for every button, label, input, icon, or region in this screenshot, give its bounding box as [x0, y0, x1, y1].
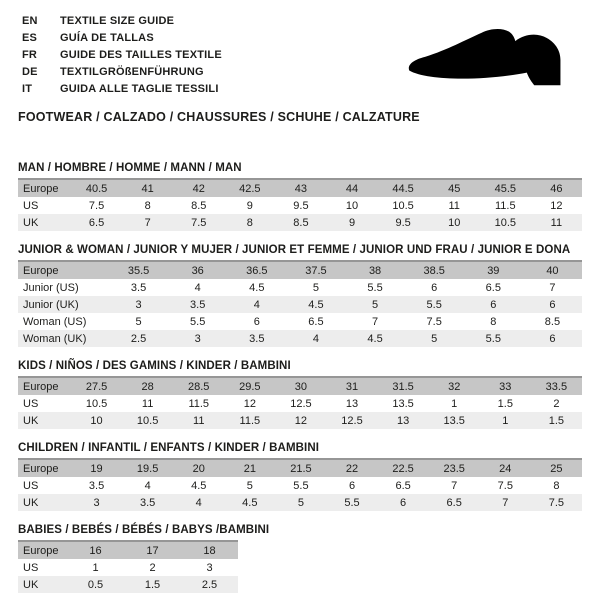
size-cell: 8 [553, 479, 560, 492]
table-row [18, 262, 582, 279]
language-title: TEXTILE SIZE GUIDE [60, 14, 175, 27]
size-cell: 22 [345, 462, 359, 475]
size-cell: 12 [294, 414, 308, 427]
size-cell: 28 [141, 380, 154, 393]
size-cell: 7 [549, 281, 556, 294]
size-cell: 16 [89, 544, 102, 557]
size-cell: 19.5 [136, 462, 159, 475]
size-cell: 7 [451, 479, 458, 492]
row-label: US [23, 561, 39, 574]
size-cell: 10.5 [136, 414, 159, 427]
table-row [18, 542, 238, 559]
size-cell: 2.5 [201, 578, 218, 591]
size-cell: 11 [448, 199, 460, 212]
size-cell: 35.5 [127, 264, 150, 277]
size-cell: 9 [348, 216, 356, 229]
size-cell: 3.5 [88, 479, 105, 492]
language-row [22, 12, 222, 29]
row-label: Europe [23, 182, 59, 195]
size-cell: 19 [90, 462, 103, 475]
table-title: MAN / HOMBRE / HOMME / MANN / MAN [18, 162, 242, 174]
size-table [18, 178, 582, 231]
size-cell: 7.5 [88, 199, 105, 212]
size-cell: 5.5 [293, 479, 309, 492]
size-cell: 7.5 [426, 315, 442, 328]
size-cell: 31 [345, 380, 359, 393]
size-table [18, 260, 582, 347]
size-cell: 11 [550, 216, 563, 229]
size-cell: 3.5 [190, 298, 206, 311]
size-cell: 6 [549, 298, 556, 311]
language-row [22, 46, 222, 63]
size-cell: 13.5 [443, 414, 465, 427]
language-list [22, 12, 222, 97]
size-tables [18, 162, 582, 593]
size-cell: 11.5 [495, 199, 516, 212]
size-cell: 5.5 [485, 332, 501, 345]
size-cell: 5 [246, 479, 253, 492]
size-cell: 10.5 [392, 199, 414, 212]
row-label: UK [23, 414, 39, 427]
size-cell: 6 [400, 496, 407, 509]
size-cell: 40.5 [85, 182, 108, 195]
language-title: GUIDA ALLE TAGLIE TESSILI [60, 82, 219, 95]
size-cell: 18 [203, 544, 216, 557]
size-cell: 6.5 [395, 479, 411, 492]
size-cell: 43 [294, 182, 308, 195]
size-cell: 10 [90, 414, 103, 427]
size-cell: 39 [487, 264, 500, 277]
size-cell: 10.5 [494, 216, 516, 229]
size-cell: 4.5 [242, 496, 258, 509]
size-cell: 36.5 [246, 264, 268, 277]
size-table [18, 458, 582, 511]
language-title: GUIDE DES TAILLES TEXTILE [60, 48, 222, 61]
size-cell: 6.5 [485, 281, 501, 294]
size-cell: 5 [372, 298, 379, 311]
table-row [18, 214, 582, 231]
size-cell: 24 [499, 462, 512, 475]
size-cell: 6 [549, 332, 556, 345]
size-cell: 27.5 [85, 380, 108, 393]
size-cell: 45 [448, 182, 461, 195]
size-cell: 2 [149, 561, 156, 574]
size-cell: 13 [345, 397, 359, 410]
size-cell: 11.5 [239, 414, 261, 427]
row-label: Woman (US) [23, 315, 87, 328]
size-cell: 9.5 [293, 199, 309, 212]
size-cell: 7.5 [497, 479, 513, 492]
size-cell: 37.5 [305, 264, 327, 277]
size-cell: 3 [194, 332, 201, 345]
size-table [18, 540, 238, 593]
table-section [18, 442, 582, 511]
size-cell: 6 [253, 315, 260, 328]
table-row [18, 559, 238, 576]
size-cell: 2 [553, 397, 560, 410]
language-title: TEXTILGRÖßENFÜHRUNG [60, 65, 204, 78]
size-cell: 7 [372, 315, 379, 328]
row-label: US [23, 397, 39, 410]
size-cell: 20 [192, 462, 205, 475]
size-cell: 38 [368, 264, 382, 277]
size-cell: 3.5 [130, 281, 147, 294]
table-row [18, 395, 582, 412]
row-label: UK [23, 216, 39, 229]
row-label: Junior (UK) [23, 298, 79, 311]
language-code: DE [22, 65, 38, 78]
table-section [18, 524, 582, 593]
size-cell: 29.5 [239, 380, 261, 393]
language-row [22, 80, 222, 97]
table-row [18, 412, 582, 429]
size-cell: 5 [297, 496, 304, 509]
size-cell: 5.5 [344, 496, 360, 509]
size-cell: 4 [195, 496, 202, 509]
size-cell: 4 [194, 281, 201, 294]
size-cell: 44 [345, 182, 359, 195]
table-section [18, 244, 582, 347]
size-cell: 22.5 [392, 462, 414, 475]
size-cell: 12.5 [341, 414, 363, 427]
table-row [18, 330, 582, 347]
size-cell: 8 [246, 216, 253, 229]
table-row [18, 313, 582, 330]
category-title: FOOTWEAR / CALZADO / CHAUSSURES / SCHUHE / CALZATURE [18, 110, 420, 124]
size-cell: 4.5 [249, 281, 265, 294]
size-cell: 11.5 [188, 397, 210, 410]
size-cell: 23.5 [443, 462, 465, 475]
size-cell: 8 [490, 315, 497, 328]
language-title: GUÍA DE TALLAS [60, 31, 154, 44]
size-cell: 13 [396, 414, 410, 427]
size-cell: 3 [206, 561, 213, 574]
size-cell: 42.5 [239, 182, 261, 195]
size-cell: 6 [490, 298, 497, 311]
size-cell: 33 [499, 380, 512, 393]
size-cell: 12 [550, 199, 563, 212]
size-cell: 28.5 [188, 380, 210, 393]
row-label: US [23, 199, 39, 212]
size-cell: 3.5 [249, 332, 265, 345]
size-cell: 10 [345, 199, 359, 212]
size-cell: 21 [243, 462, 256, 475]
table-title: KIDS / NIÑOS / DES GAMINS / KINDER / BAMBINI [18, 360, 291, 372]
size-cell: 1 [451, 397, 458, 410]
size-cell: 3.5 [139, 496, 156, 509]
table-title: CHILDREN / INFANTIL / ENFANTS / KINDER / BAMBINI [18, 442, 320, 454]
row-label: Europe [23, 544, 59, 557]
table-row [18, 378, 582, 395]
size-cell: 6.5 [308, 315, 324, 328]
size-table [18, 376, 582, 429]
table-row [18, 197, 582, 214]
row-label: UK [23, 578, 39, 591]
size-cell: 5.5 [190, 315, 206, 328]
language-row [22, 63, 222, 80]
size-cell: 42 [192, 182, 205, 195]
size-cell: 44.5 [392, 182, 414, 195]
size-cell: 6.5 [88, 216, 105, 229]
row-label: Europe [23, 264, 59, 277]
language-row [22, 29, 222, 46]
row-label: Junior (US) [23, 281, 79, 294]
size-cell: 5 [135, 315, 142, 328]
size-cell: 25 [550, 462, 563, 475]
size-cell: 5.5 [426, 298, 442, 311]
size-cell: 5 [312, 281, 319, 294]
table-row [18, 279, 582, 296]
table-row [18, 296, 582, 313]
size-cell: 4 [253, 298, 260, 311]
table-row [18, 494, 582, 511]
language-code: ES [22, 31, 38, 44]
row-label: Europe [23, 380, 59, 393]
size-cell: 6 [348, 479, 356, 492]
size-cell: 11 [141, 397, 154, 410]
size-cell: 5 [431, 332, 438, 345]
size-cell: 4 [144, 479, 151, 492]
size-cell: 1.5 [497, 397, 513, 410]
row-label: Europe [23, 462, 59, 475]
size-cell: 3 [93, 496, 100, 509]
size-cell: 10 [448, 216, 461, 229]
size-cell: 33.5 [545, 380, 568, 393]
size-cell: 40 [546, 264, 559, 277]
table-row [18, 576, 238, 593]
size-cell: 5.5 [367, 281, 383, 294]
size-cell: 8.5 [191, 199, 207, 212]
table-section [18, 360, 582, 429]
size-cell: 7.5 [548, 496, 565, 509]
size-cell: 17 [146, 544, 159, 557]
size-cell: 1 [502, 414, 509, 427]
size-cell: 31.5 [392, 380, 414, 393]
size-cell: 30 [294, 380, 308, 393]
row-label: UK [23, 496, 39, 509]
table-row [18, 460, 582, 477]
size-cell: 12 [243, 397, 256, 410]
size-cell: 9.5 [395, 216, 411, 229]
size-cell: 8.5 [293, 216, 309, 229]
size-cell: 11 [193, 414, 205, 427]
size-cell: 45.5 [494, 182, 516, 195]
table-title: BABIES / BEBÉS / BÉBÉS / BABYS /BAMBINI [18, 524, 270, 536]
size-cell: 3 [135, 298, 142, 311]
size-cell: 4 [312, 332, 319, 345]
language-code: IT [22, 82, 33, 95]
size-cell: 13.5 [392, 397, 414, 410]
size-cell: 6.5 [446, 496, 462, 509]
row-label: Woman (UK) [23, 332, 87, 345]
language-code: FR [22, 48, 38, 61]
language-code: EN [22, 14, 38, 27]
size-cell: 1.5 [144, 578, 161, 591]
size-cell: 7 [144, 216, 151, 229]
size-cell: 41 [141, 182, 154, 195]
size-cell: 1.5 [548, 414, 565, 427]
row-label: US [23, 479, 39, 492]
size-cell: 7 [502, 496, 509, 509]
size-cell: 2.5 [130, 332, 147, 345]
size-cell: 21.5 [290, 462, 312, 475]
size-cell: 4.5 [308, 298, 324, 311]
size-cell: 38.5 [423, 264, 445, 277]
table-section [18, 162, 582, 231]
table-title: JUNIOR & WOMAN / JUNIOR Y MUJER / JUNIOR ET FEMME / JUNIOR UND FRAU / JUNIOR E DONA [18, 244, 571, 256]
size-cell: 36 [191, 264, 204, 277]
size-cell: 1 [92, 561, 99, 574]
table-row [18, 180, 582, 197]
size-cell: 12.5 [290, 397, 312, 410]
size-cell: 4.5 [367, 332, 383, 345]
size-cell: 6 [431, 281, 438, 294]
dress-shoe-icon [404, 26, 572, 94]
size-cell: 0.5 [87, 578, 104, 591]
size-cell: 9 [246, 199, 253, 212]
size-cell: 8 [144, 199, 151, 212]
size-cell: 10.5 [85, 397, 108, 410]
table-row [18, 477, 582, 494]
size-cell: 32 [448, 380, 461, 393]
size-cell: 8.5 [544, 315, 561, 328]
size-cell: 46 [550, 182, 563, 195]
size-cell: 7.5 [191, 216, 207, 229]
size-cell: 4.5 [191, 479, 207, 492]
